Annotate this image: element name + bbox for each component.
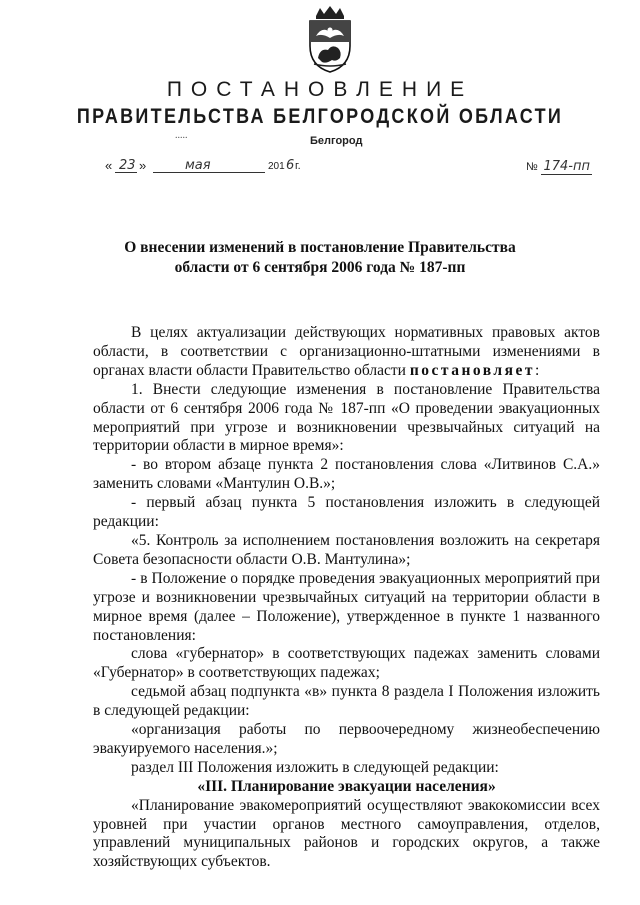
number-sign: № bbox=[526, 161, 538, 173]
title-line-2: области от 6 сентября 2006 года № 187-пп bbox=[174, 259, 466, 276]
paragraph-6: - в Положение о порядке проведения эвакуационных мероприятий при угрозе и возникновении чрезвычайных ситуаций на территории области в мирное время (далее – Положение), утвержденное в пункте 1 названного постановления: bbox=[93, 569, 600, 644]
date-open-quote: « bbox=[105, 158, 113, 173]
city-label: Белгород bbox=[310, 135, 363, 147]
document-type-heading: ПОСТАНОВЛЕНИЕ bbox=[166, 78, 474, 101]
date-year-prefix: 201 bbox=[268, 161, 285, 172]
paragraph-8: седьмой абзац подпункта «в» пункта 8 раздела I Положения изложить в следующей редакции: bbox=[93, 683, 600, 720]
paragraph-3: - во втором абзаце пункта 2 постановления слова «Литвинов С.А.» заменить словами «Мантулин О.В.»; bbox=[93, 456, 600, 493]
paragraph-2: 1. Внести следующие изменения в постановление Правительства области от 6 сентября 2006 года № 187-пп «О проведении эвакуационных мероприятий при угрозе и возникновении чрезвычайных ситуаций на территории области в мирное время»: bbox=[93, 380, 600, 455]
paragraph-1-end: : bbox=[535, 361, 540, 379]
decree-word: постановляет bbox=[409, 361, 536, 379]
issuing-authority-heading: ПРАВИТЕЛЬСТВА БЕЛГОРОДСКОЙ ОБЛАСТИ bbox=[76, 103, 564, 128]
number-value: 174-пп bbox=[543, 159, 590, 174]
date-month: мая bbox=[185, 158, 211, 173]
dotted-mark: ..... bbox=[175, 130, 188, 141]
paragraph-12: «Планирование эвакомероприятий осуществляют эвакокомиссии всех уровней при участии органов местного самоуправления, отделов, управлений муниципальных районов и городских округов, а также хозяйствующих субъектов. bbox=[93, 796, 600, 871]
paragraph-10: раздел III Положения изложить в следующей редакции: bbox=[131, 758, 499, 776]
title-line-1: О внесении изменений в постановление Правительства bbox=[124, 239, 516, 256]
date-day: 23 bbox=[119, 158, 136, 173]
date-year-digit: 6 bbox=[286, 158, 295, 173]
paragraph-5: «5. Контроль за исполнением постановления возложить на секретаря Совета безопасности области О.В. Мантулина»; bbox=[93, 531, 600, 568]
section-heading: «III. Планирование эвакуации населения» bbox=[197, 777, 496, 795]
paragraph-1 bbox=[93, 324, 600, 381]
document-body bbox=[93, 324, 600, 872]
date-close-quote: » bbox=[139, 158, 147, 173]
document-title bbox=[0, 238, 640, 278]
coat-of-arms-emblem bbox=[302, 6, 358, 74]
paragraph-9: «организация работы по первоочередному жизнеобеспечению эвакуируемого населения.»; bbox=[93, 721, 600, 757]
paragraph-1-text: В целях актуализации действующих нормативных правовых актов области, в соответствии с организационно-штатными изменениями в органах власти области Правительство области bbox=[93, 324, 600, 379]
date-year-suffix: г. bbox=[295, 160, 301, 172]
document-number bbox=[526, 158, 592, 174]
paragraph-4: - первый абзац пункта 5 постановления изложить в следующей редакции: bbox=[93, 494, 600, 531]
paragraph-7: слова «губернатор» в соответствующих падежах заменить словами «Губернатор» в соответствующих падежах; bbox=[93, 645, 600, 682]
